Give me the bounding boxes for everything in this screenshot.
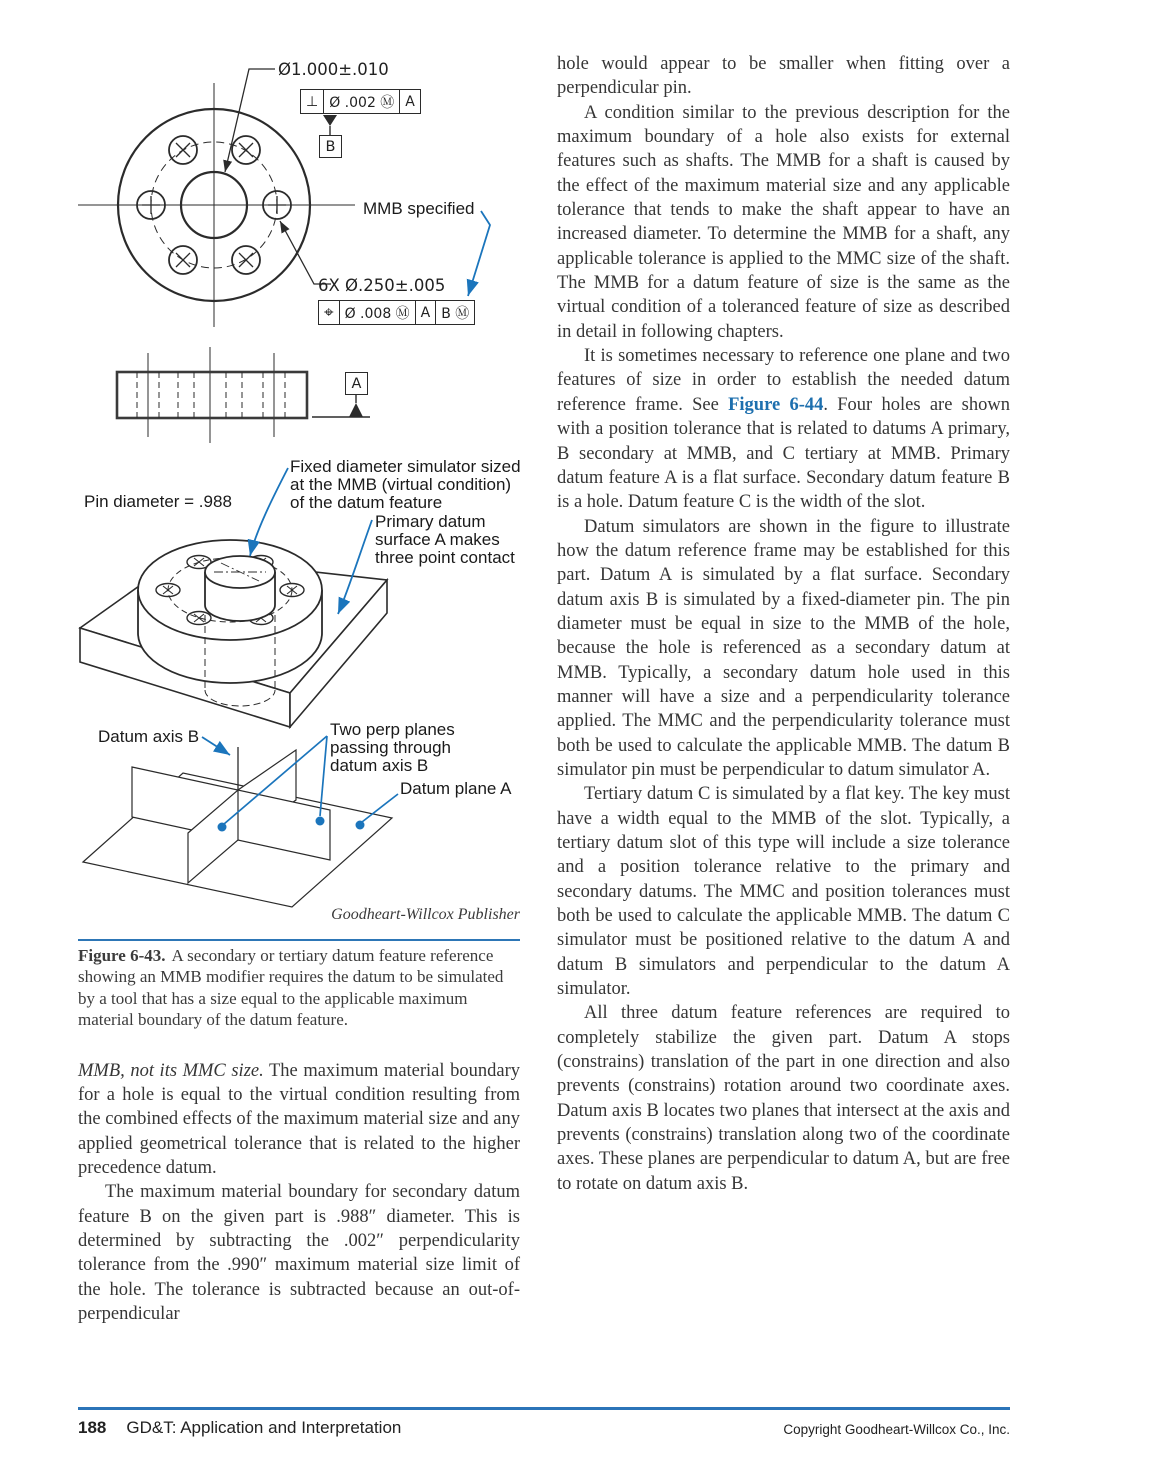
figure-6-43 (78, 55, 520, 939)
paragraph: Datum simulators are shown in the figure to illustrate how the datum reference frame may be established for this part. Datum A is simulated by a flat surface. Secondary datum axis B is simulated by a fixed-diameter pin. The pin diameter must be equal in size to the MMB of the hole, because the hole is referenced as a secondary datum at MMB. Typically, a secondary datum hole used in this manner will have a size and a perpendicularity tolerance applied. The MMC and the perpendicularity tolerance must both be used to calculate the applicable MMB. The datum B simulator pin must be perpendicular to datum simulator A. (557, 516, 1010, 780)
mmb-callout-arrow (468, 211, 490, 296)
figure-caption-number: Figure 6-43. (78, 946, 166, 965)
fixed-simulator-label: Fixed diameter simulator sized at the MMB (virtual condition) of the datum feature (290, 457, 521, 512)
caption-rule (78, 939, 520, 941)
two-perp-planes-label: Two perp planes passing through datum axis B (330, 720, 455, 775)
dim-leader-center-hole (225, 69, 275, 172)
publisher-credit: Goodheart-Willcox Publisher (331, 906, 520, 923)
footer-left (78, 1418, 401, 1438)
position-datum-a: A (416, 301, 437, 324)
paragraph: The maximum material boundary for secondary datum feature B on the given part is .988″ diameter. This is determined by subtracting the .002″ perpendicularity tolerance from the .990″ maximum material size limit of the hole. The tolerance is subtracted because an out-of-perpendicular (78, 1182, 520, 1325)
figure-caption-text: A secondary or tertiary datum feature reference showing an MMB modifier requires the datum to be simulated by a tool that has a size equal to the applicable maximum material boundary of the datum feature. (78, 946, 504, 1030)
paragraph: hole would appear to be smaller when fitting over a perpendicular pin. (557, 54, 1010, 99)
paragraph: A condition similar to the previous description for the maximum boundary of a hole also exists for external features such as shafts. The MMB for a shaft is caused by the effect of the maximum material size and any applicable tolerance that tends to make the shaft appear to have an increased diameter. To determine the MMB for a shaft, any applicable tolerance is applied to the MMC size of the shaft. The MMB for a datum feature of size is the same as the virtual condition of a toleranced feature of size as described in detail in following chapters. (557, 102, 1010, 342)
left-column (78, 55, 520, 1326)
datum-b-simulator-pin (205, 556, 275, 621)
datum-plane-a-label: Datum plane A (400, 779, 512, 798)
datum-a-box: A (345, 372, 368, 395)
paragraph: Tertiary datum C is simulated by a flat key. The key must have a width equal to the MMB of the slot. Typically, a tertiary datum slot of this type will include a size tolerance and a position tolerance relative to the primary and secondary datums. The MMC and position tolerances must both be used to calculate the applicable MMB. The datum C simulator must be positioned relative to the datum A and datum B simulators and perpendicular to the datum A simulator. (557, 784, 1010, 1000)
book-title: GD&T: Application and Interpretation (126, 1418, 402, 1437)
paragraph: All three datum feature references are required to completely stabilize the given part. Datum A stops (constrains) translation of the part in one direction and also prevents (constrains) rotation around two coordinate axes. Datum axis B locates two planes that intersect at the axis and prevents (constrains) translation along two of the coordinate axes. These planes are perpendicular to datum A, but are free to rotate on datum axis B. (557, 1003, 1010, 1194)
paragraph: It is sometimes necessary to reference one plane and two features of size in order to establish the needed datum reference frame. See Figure 6-44. Four holes are shown with a position tolerance that is related to datums A primary, B secondary at MMB, and C tertiary at MMB. Primary datum feature A is a flat surface. Secondary datum feature B is a hole. Datum feature C is the width of the slot. (557, 346, 1010, 513)
perpendicularity-fcf (300, 89, 421, 114)
perpendicularity-symbol: ⊥ (301, 90, 324, 113)
mmb-specified-callout: MMB specified (363, 199, 475, 218)
datum-b-box: B (319, 135, 342, 158)
holes-dimension: 6X Ø.250±.005 (318, 276, 446, 295)
datum-axis-b-label: Datum axis B (98, 727, 200, 746)
figure-6-44-reference[interactable]: Figure 6-44 (728, 394, 824, 415)
position-fcf (318, 300, 475, 325)
primary-datum-label: Primary datum surface A makes three point contact (375, 512, 515, 567)
perpendicularity-tolerance: Ø .002 Ⓜ (324, 90, 400, 113)
datum-a-triangle (349, 403, 363, 417)
center-hole-dimension: Ø1.000±.010 (278, 60, 389, 79)
position-symbol: ⌖ (319, 301, 340, 324)
paragraph: MMB, not its MMC size. The maximum material boundary for a hole is equal to the virtual condition resulting from the combined effects of the maximum material size and any applied geometrical tolerance that is related to the higher precedence datum. (78, 1060, 520, 1178)
figure-caption (78, 945, 520, 1031)
footer-rule (78, 1407, 1010, 1410)
datum-b-triangle (323, 115, 337, 126)
page-number: 188 (78, 1418, 107, 1437)
side-view-drawing (78, 345, 540, 455)
position-tolerance: Ø .008 Ⓜ (340, 301, 416, 324)
datum-axis-leader-arrow (202, 737, 230, 755)
left-body-text (78, 1059, 520, 1327)
pin-diameter-label: Pin diameter = .988 (84, 492, 232, 511)
footer-copyright: Copyright Goodheart-Willcox Co., Inc. (783, 1422, 1010, 1437)
perpendicularity-datum: A (405, 93, 415, 110)
right-column (557, 52, 1010, 1196)
position-datum-b-mmb: B Ⓜ (441, 305, 470, 322)
